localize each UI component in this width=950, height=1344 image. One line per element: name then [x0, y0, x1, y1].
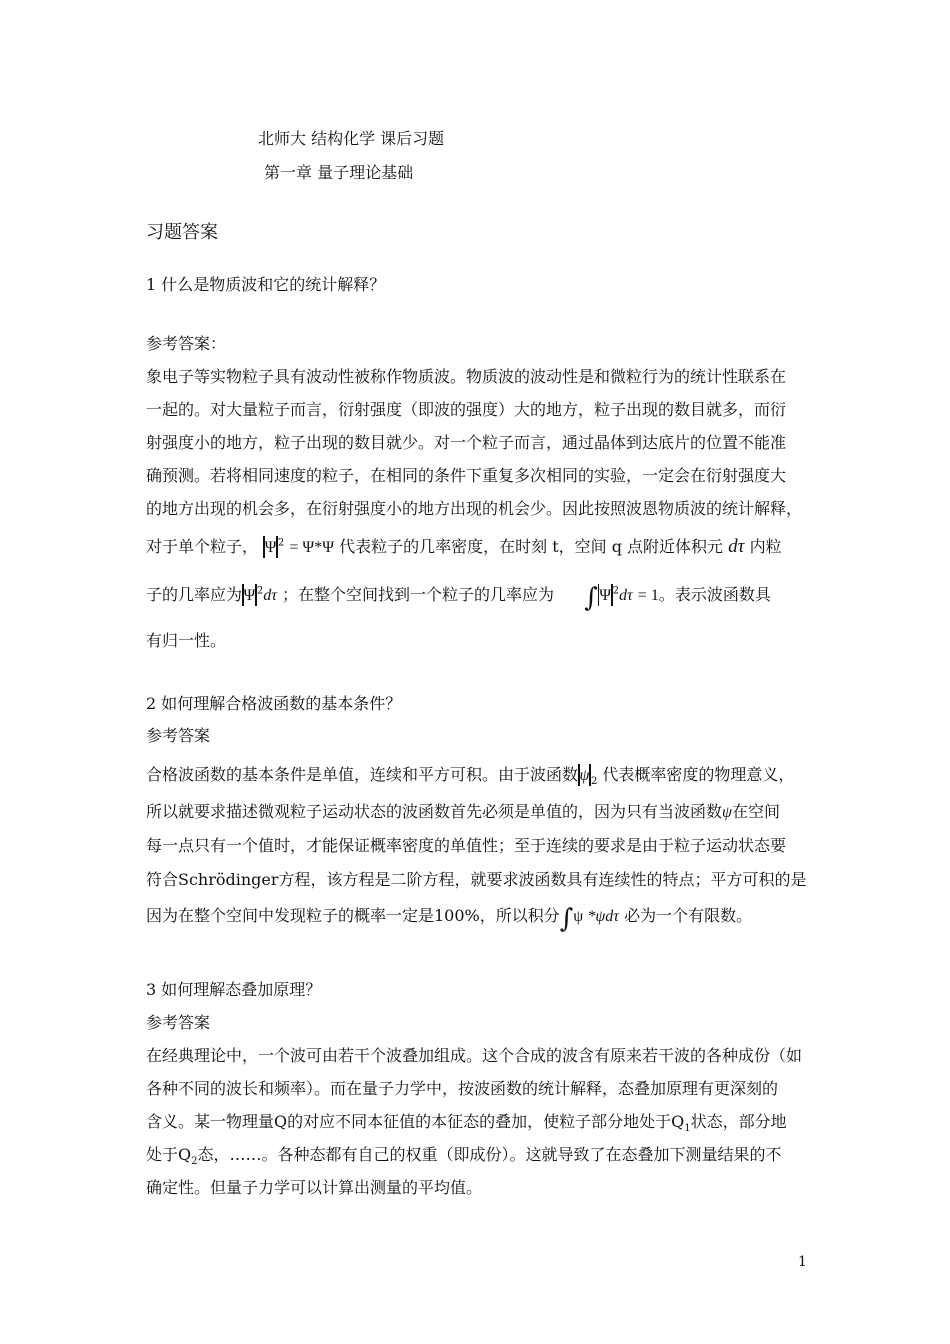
psi-symbol: ψ — [579, 767, 590, 784]
dtau-symbol: dτ — [618, 587, 633, 604]
subscript: 1 — [684, 1123, 691, 1135]
text-segment: 代表概率密度的物理意义， — [602, 765, 795, 784]
answer-3-line-2: 各种不同的波长和频率）。而在量子力学中，按波函数的统计解释，态叠加原理有更深刻的 — [146, 1079, 779, 1098]
subscript: 2 — [191, 1156, 198, 1168]
answer-2-line-3: 每一点只有一个值时，才能保证概率密度的单值性；至于连续的要求是由于粒子运动状态要 — [146, 836, 787, 855]
psi-symbol: Ψ — [599, 587, 612, 604]
psi-symbol: Ψ — [243, 587, 256, 604]
answer-3-line-3 — [146, 1109, 810, 1134]
text-segment: 状态，部分地 — [690, 1112, 787, 1131]
answer-2-line-4: 符合Schrödinger方程，该方程是二阶方程，就要求波函数具有连续性的特点；平方可积的是 — [146, 870, 807, 889]
text-segment: 必为一个有限数。 — [624, 906, 753, 925]
answer-2-line-2 — [146, 799, 810, 822]
answer-1-line-5: 的地方出现的机会多，在衍射强度小的地方出现的机会少。因此按照波恩物质波的统计解释， — [146, 499, 803, 518]
answer-1-line-4: 确预测。若将相同速度的粒子，在相同的条件下重复多次相同的实验，一定会在衍射强度大 — [146, 466, 787, 485]
answer-3-line-4 — [146, 1142, 810, 1167]
psi-symbol: ψ — [573, 908, 584, 925]
subscript: 2 — [590, 776, 598, 788]
answer-1-line-8: 有归一性。 — [146, 631, 227, 650]
chapter-title: 第一章 量子理论基础 — [264, 163, 414, 182]
superscript: 2 — [277, 537, 285, 549]
answer-1-line-6 — [146, 534, 810, 558]
text-segment: 在空间 — [731, 802, 780, 821]
text-segment: 合格波函数的基本条件是单值，连续和平方可积。由于波函数 — [146, 765, 579, 784]
answer-1-line-3: 射强度小的地方，粒子出现的数目就少。对一个粒子而言，通过晶体到达底片的位置不能准 — [146, 433, 787, 452]
answer-1-line-1: 象电子等实物粒子具有波动性被称作物质波。物质波的波动性是和微粒行为的统计性联系在 — [146, 367, 787, 386]
dtau-symbol: dτ — [728, 536, 745, 557]
question-1: 1 什么是物质波和它的统计解释？ — [146, 275, 386, 294]
text-segment: 。表示波函数具 — [658, 585, 771, 604]
text-segment: 态，……。各种态都有自己的权重（即成份）。这就导致了在态叠加下测量结果的不 — [197, 1145, 782, 1164]
section-title: 习题答案 — [146, 222, 218, 243]
answer-3-line-5: 确定性。但量子力学可以计算出测量的平均值。 — [146, 1178, 483, 1197]
superscript: 2 — [612, 585, 619, 597]
answer-label-3: 参考答案 — [146, 1013, 211, 1032]
text-segment: 内粒 — [749, 537, 782, 556]
superscript: 2 — [256, 585, 264, 597]
question-3: 3 如何理解态叠加原理？ — [146, 980, 322, 999]
integral-sign: ∫ — [584, 583, 598, 613]
answer-1-line-2: 一起的。对大量粒子而言，衍射强度（即波的强度）大的地方，粒子出现的数目就多，而衍 — [146, 400, 787, 419]
answer-1-line-7 — [146, 582, 810, 611]
psi-star-psi-dtau: *ψdτ — [583, 908, 619, 925]
text-segment: 对于单个粒子， — [146, 537, 259, 556]
density-formula: = Ψ*Ψ — [289, 539, 335, 556]
text-segment: 代表粒子的几率密度，在时刻 t，空间 q 点附近体积元 — [339, 537, 724, 556]
answer-2-line-5 — [146, 903, 810, 932]
psi-symbol: ψ — [722, 804, 732, 821]
text-segment: 处于Q — [146, 1145, 192, 1164]
text-segment: 因为在整个空间中发现粒子的概率一定是100%，所以积分 — [146, 906, 560, 925]
text-segment: 含义。某一物理量Q的对应不同本征值的本征态的叠加，使粒子部分地处于Q — [146, 1112, 685, 1131]
psi-symbol: Ψ — [264, 539, 277, 556]
answer-label-2: 参考答案 — [146, 726, 211, 745]
text-segment: ；在整个空间找到一个粒子的几率应为 — [282, 585, 555, 604]
normalization-equals: = 1 — [637, 587, 659, 604]
dtau-symbol: dτ — [263, 587, 277, 604]
answer-3-line-1: 在经典理论中，一个波可由若干个波叠加组成。这个合成的波含有原来若干波的各种成份（如 — [146, 1046, 803, 1065]
answer-label-1: 参考答案： — [146, 334, 227, 353]
integral-sign: ∫ — [559, 904, 574, 934]
page-number: 1 — [798, 1254, 807, 1270]
doc-header-title: 北师大 结构化学 课后习题 — [258, 129, 445, 148]
text-segment: 子的几率应为 — [146, 585, 243, 604]
text-segment: 所以就要求描述微观粒子运动状态的波函数首先必须是单值的，因为只有当波函数 — [146, 802, 723, 821]
question-2: 2 如何理解合格波函数的基本条件？ — [146, 694, 402, 713]
answer-2-line-1 — [146, 762, 810, 787]
